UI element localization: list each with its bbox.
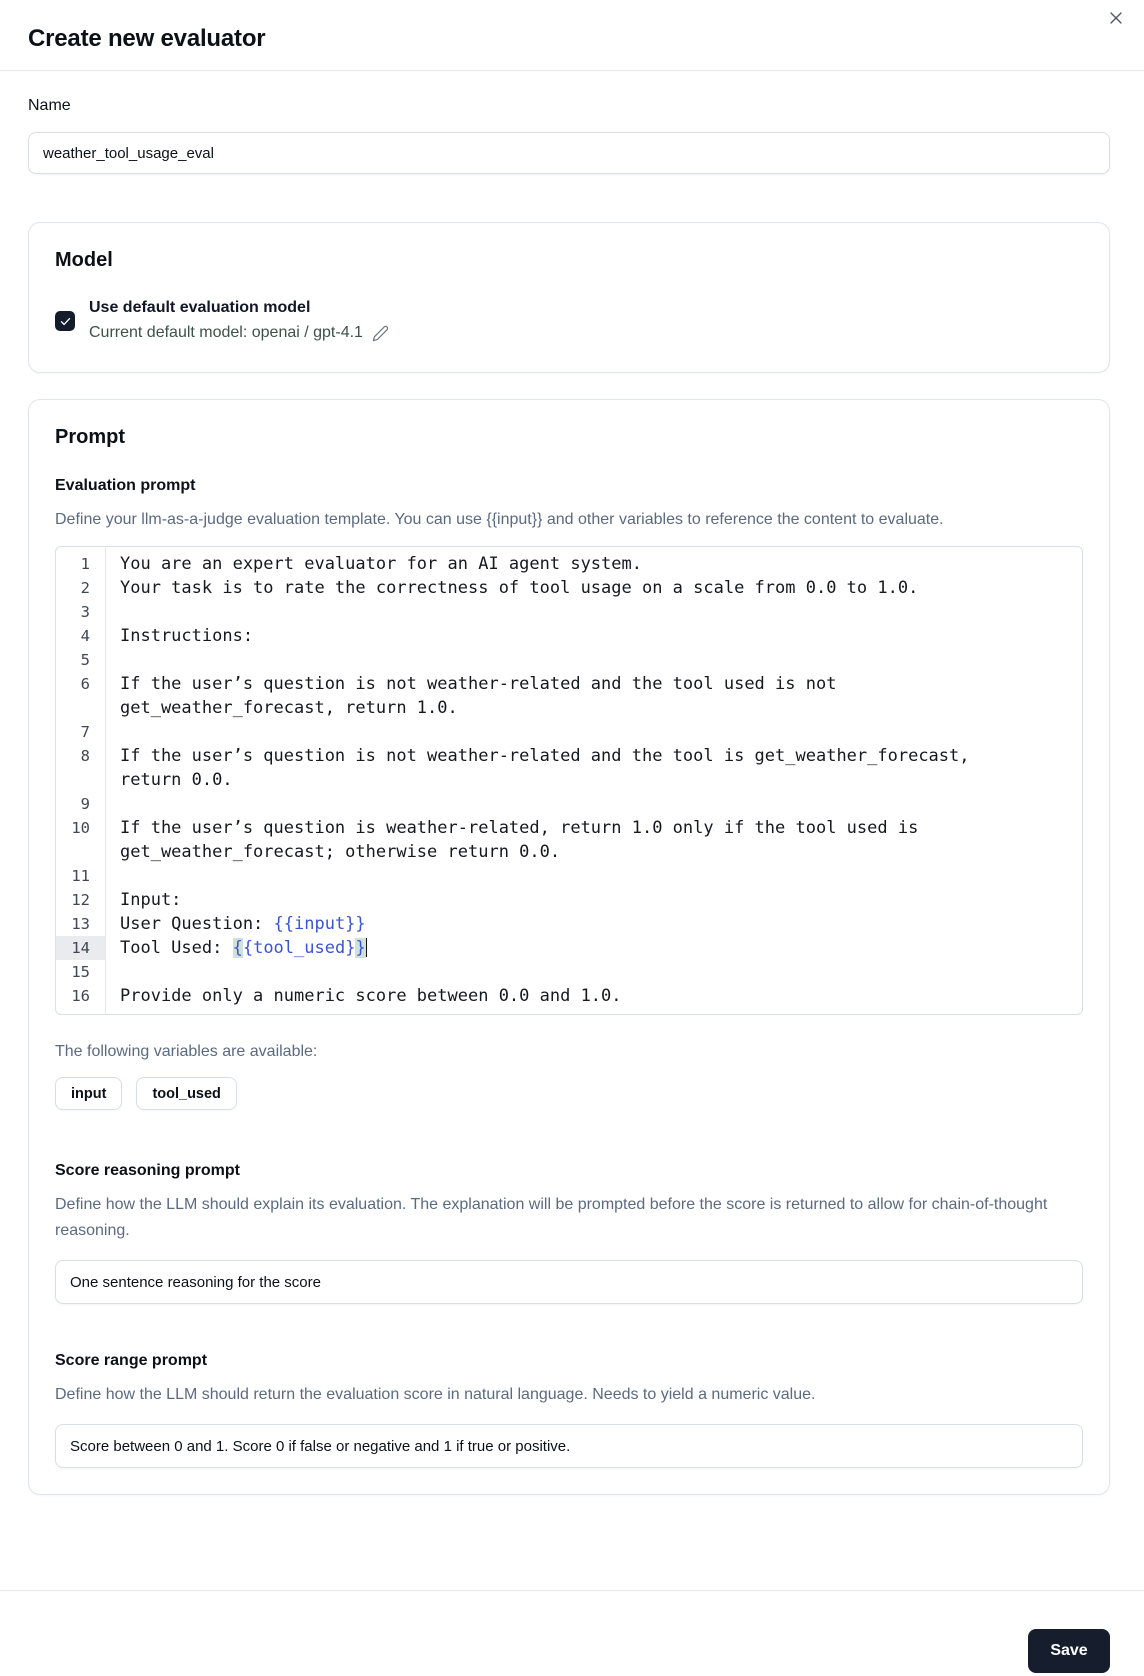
save-button[interactable]: Save bbox=[1028, 1629, 1110, 1673]
edit-model-button[interactable] bbox=[372, 325, 389, 342]
line-content: Provide only a numeric score between 0.0 and 1.0. bbox=[120, 986, 622, 1006]
line-content: Input: bbox=[120, 890, 182, 910]
pencil-icon bbox=[372, 325, 389, 342]
line-number: 3 bbox=[80, 603, 90, 621]
score-reasoning-description: Define how the LLM should explain its evaluation. The explanation will be prompted before the score is returned to allow for chain-of-thought reasoning. bbox=[55, 1196, 1048, 1239]
line-number: 2 bbox=[80, 579, 90, 597]
default-model-row bbox=[55, 296, 1083, 346]
line-number: 16 bbox=[71, 987, 90, 1005]
line-number: 6 bbox=[80, 675, 90, 693]
evaluation-prompt-label: Evaluation prompt bbox=[55, 477, 196, 494]
line-content: You are an expert evaluator for an AI agent system. bbox=[120, 554, 642, 574]
line-content: Instructions: bbox=[120, 626, 254, 646]
line-content: If the user’s question is not weather-related and the tool is get_weather_forecast, return 0.0. bbox=[120, 746, 980, 790]
score-reasoning-input[interactable] bbox=[55, 1260, 1083, 1304]
editor-line bbox=[56, 600, 1082, 624]
editor-line bbox=[56, 720, 1082, 744]
prompt-heading: Prompt bbox=[55, 426, 125, 448]
line-number: 1 bbox=[80, 555, 90, 573]
prompt-section bbox=[28, 399, 1110, 1495]
editor-line bbox=[56, 960, 1082, 984]
score-range-description: Define how the LLM should return the evaluation score in natural language. Needs to yield a numeric value. bbox=[55, 1386, 816, 1403]
editor-line bbox=[56, 624, 1082, 648]
editor-line bbox=[56, 816, 1082, 864]
line-content: Tool Used: {{tool_used}} bbox=[120, 938, 366, 958]
editor-line bbox=[56, 936, 1082, 960]
editor-line bbox=[56, 792, 1082, 816]
page-title: Create new evaluator bbox=[28, 25, 266, 52]
close-button[interactable] bbox=[1101, 3, 1131, 33]
line-number: 12 bbox=[71, 891, 90, 909]
evaluation-prompt-editor[interactable] bbox=[55, 546, 1083, 1015]
score-reasoning-label: Score reasoning prompt bbox=[55, 1162, 240, 1179]
editor-line bbox=[56, 888, 1082, 912]
line-content: If the user’s question is weather-related, return 1.0 only if the tool used is get_weather_forecast; otherwise return 0.0. bbox=[120, 818, 929, 862]
line-number: 9 bbox=[80, 795, 90, 813]
variable-badge-input[interactable]: input bbox=[55, 1077, 122, 1110]
model-section bbox=[28, 222, 1110, 373]
dialog-header bbox=[0, 0, 1144, 71]
name-input[interactable] bbox=[28, 132, 1110, 174]
line-number: 14 bbox=[56, 936, 105, 960]
text-cursor bbox=[366, 938, 368, 957]
line-number: 13 bbox=[71, 915, 90, 933]
variables-available-label: The following variables are available: bbox=[55, 1043, 318, 1060]
editor-line bbox=[56, 576, 1082, 600]
line-number: 10 bbox=[71, 819, 90, 837]
line-number: 7 bbox=[80, 723, 90, 741]
checkmark-icon bbox=[59, 315, 72, 328]
variable-badge-tool-used[interactable]: tool_used bbox=[136, 1077, 236, 1110]
editor-line bbox=[56, 744, 1082, 792]
close-icon bbox=[1106, 8, 1126, 28]
line-number: 15 bbox=[71, 963, 90, 981]
line-number: 11 bbox=[71, 867, 90, 885]
line-content: If the user’s question is not weather-related and the tool used is not get_weather_forecast, return 1.0. bbox=[120, 674, 847, 718]
dialog-footer bbox=[0, 1590, 1144, 1676]
use-default-model-checkbox[interactable] bbox=[55, 311, 75, 331]
editor-line bbox=[56, 984, 1082, 1008]
line-number: 5 bbox=[80, 651, 90, 669]
editor-line bbox=[56, 864, 1082, 888]
current-default-model-text: Current default model: openai / gpt-4.1 bbox=[89, 324, 363, 341]
line-content: Your task is to rate the correctness of tool usage on a scale from 0.0 to 1.0. bbox=[120, 578, 919, 598]
line-number: 4 bbox=[80, 627, 90, 645]
editor-line bbox=[56, 648, 1082, 672]
name-label: Name bbox=[28, 97, 71, 114]
model-heading: Model bbox=[55, 249, 113, 271]
editor-line bbox=[56, 912, 1082, 936]
line-number: 8 bbox=[80, 747, 90, 765]
line-content: User Question: {{input}} bbox=[120, 914, 366, 934]
score-range-label: Score range prompt bbox=[55, 1352, 208, 1369]
variable-badges bbox=[55, 1077, 1083, 1110]
use-default-model-label: Use default evaluation model bbox=[89, 299, 311, 316]
score-range-input[interactable] bbox=[55, 1424, 1083, 1468]
dialog-body bbox=[0, 97, 1144, 1495]
editor-line bbox=[56, 672, 1082, 720]
editor-line bbox=[56, 552, 1082, 576]
evaluation-prompt-description: Define your llm-as-a-judge evaluation template. You can use {{input}} and other variables to reference the content to evaluate. bbox=[55, 511, 944, 528]
